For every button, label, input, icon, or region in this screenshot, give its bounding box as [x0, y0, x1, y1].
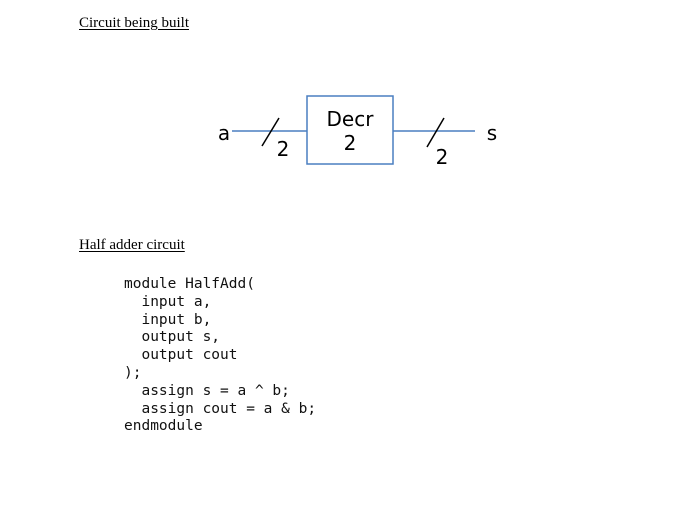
- block-param: 2: [343, 131, 357, 155]
- code-line: assign cout = a & b;: [124, 400, 317, 417]
- code-line: module HalfAdd(: [124, 276, 255, 292]
- block-title: Decr: [326, 107, 374, 131]
- section-heading-circuit: Circuit being built: [79, 15, 189, 31]
- output-label-s: s: [486, 121, 498, 145]
- code-line: );: [124, 364, 142, 381]
- code-line: output s,: [124, 329, 221, 346]
- circuit-diagram: [0, 0, 700, 230]
- output-bus-slash: [427, 118, 444, 147]
- verilog-code-block: [124, 276, 316, 436]
- code-line: assign s = a ^ b;: [124, 382, 290, 399]
- section-heading-half-adder: Half adder circuit: [79, 237, 185, 253]
- input-bus-width-label: 2: [276, 137, 290, 161]
- output-bus-width-label: 2: [435, 145, 449, 169]
- code-line: input a,: [124, 293, 212, 310]
- input-label-a: a: [217, 121, 231, 145]
- code-line: endmodule: [124, 418, 203, 435]
- code-line: output cout: [124, 347, 238, 364]
- code-line: input b,: [124, 311, 212, 328]
